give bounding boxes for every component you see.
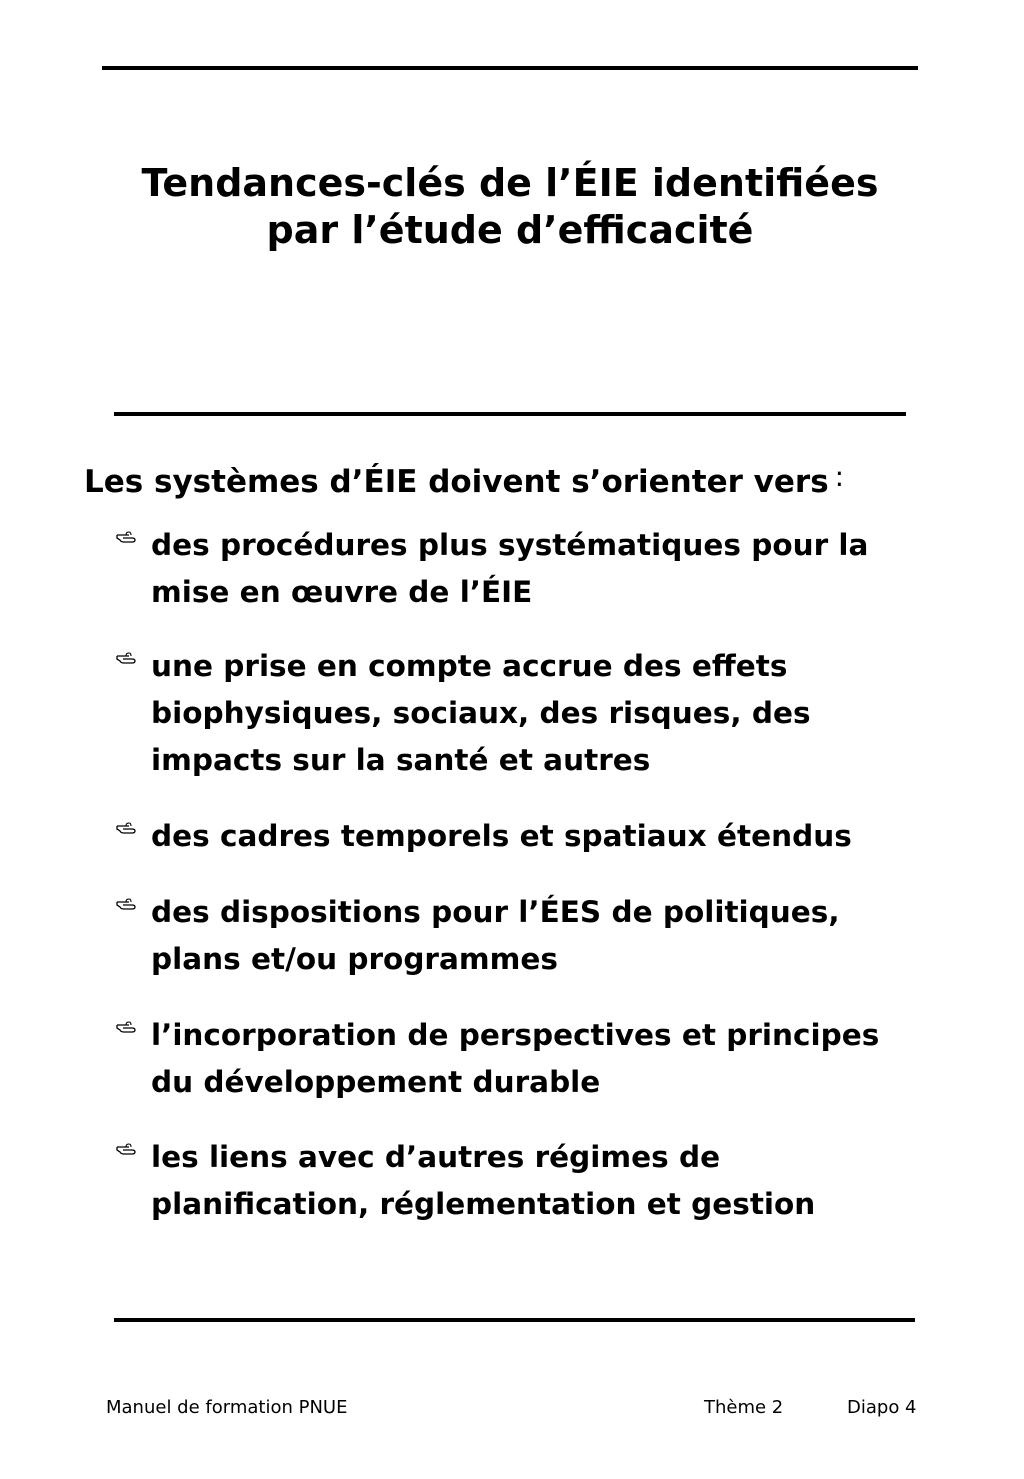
slide-title-line-1: Tendances-clés de l’ÉIE identifiées [141,161,879,205]
pointing-hand-icon [116,530,142,550]
bullet-line: les liens avec d’autres régimes de [151,1140,721,1174]
pointing-hand-icon [116,1142,142,1162]
bullet-line: des cadres temporels et spatiaux étendus [151,819,852,853]
bullet-text [151,1012,891,1106]
bullet-line: des dispositions pour l’ÉES de politiques, [151,895,840,929]
bullet-line: impacts sur la santé et autres [151,743,651,777]
slide-title-line-2: par l’étude d’efficacité [266,208,754,252]
middle-divider [114,412,906,416]
bullet-line: plans et/ou programmes [151,942,558,976]
bottom-divider [114,1318,915,1322]
intro-heading-text: Les systèmes d’ÉIE doivent s’orienter vers [84,464,829,500]
bullet-line: mise en œuvre de l’ÉIE [151,575,533,609]
pointing-hand-icon [116,1020,142,1040]
bullet-line: des procédures plus systématiques pour la [151,528,869,562]
slide-title [60,160,960,254]
bullet-line: l’incorporation de perspectives et principes [151,1018,880,1052]
pointing-hand-icon [116,651,142,671]
pointing-hand-icon [116,897,142,917]
bullet-line: biophysiques, sociaux, des risques, des [151,696,811,730]
intro-heading [84,460,844,505]
bullet-text [151,889,891,983]
bullet-text [151,643,891,784]
bullet-line: une prise en compte accrue des effets [151,649,788,683]
bullet-text [151,813,891,860]
footer-theme-label: Thème 2 [704,1397,784,1418]
bullet-text [151,522,891,616]
pointing-hand-icon [116,821,142,841]
footer-manual-label: Manuel de formation PNUE [106,1397,348,1418]
bullet-line: planification, réglementation et gestion [151,1187,816,1221]
top-divider [102,66,918,70]
intro-heading-colon: : [834,460,845,493]
footer-slide-number: Diapo 4 [847,1397,917,1418]
bullet-text [151,1134,891,1228]
bullet-line: du développement durable [151,1065,601,1099]
